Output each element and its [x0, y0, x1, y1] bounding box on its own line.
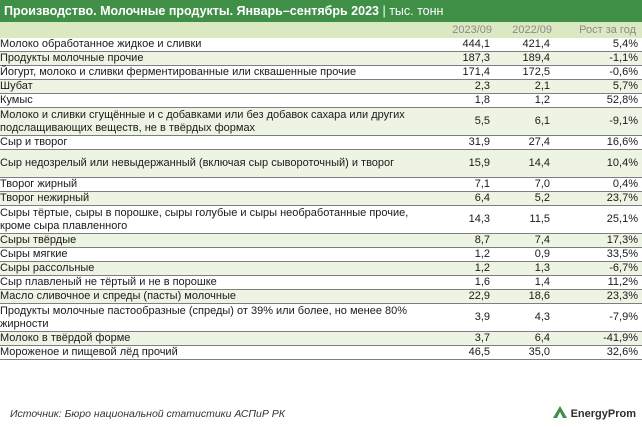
- table-row: [0, 178, 642, 192]
- value-2022: 4,3: [492, 304, 552, 332]
- value-2023: 1,6: [430, 276, 492, 290]
- value-2023: 6,4: [430, 192, 492, 206]
- column-header-2022: 2022/09: [512, 24, 552, 36]
- growth-value: 17,3%: [552, 234, 642, 248]
- source-note: Источник: Бюро национальной статистики АСПиР РК: [10, 408, 285, 420]
- growth-value: 0,4%: [552, 178, 642, 192]
- value-2023: 46,5: [430, 346, 492, 360]
- table-row: [0, 290, 642, 304]
- column-header-growth: Рост за год: [579, 24, 636, 36]
- table-header: [0, 22, 642, 38]
- table-body: [0, 38, 642, 360]
- value-2022: 189,4: [492, 52, 552, 66]
- table-row: [0, 94, 642, 108]
- table-row: [0, 192, 642, 206]
- growth-value: 32,6%: [552, 346, 642, 360]
- row-label: Сыр недозрелый или невыдержанный (включая сыр сывороточный) и творог: [0, 150, 430, 178]
- table-row: [0, 108, 642, 136]
- value-2023: 22,9: [430, 290, 492, 304]
- value-2022: 27,4: [492, 136, 552, 150]
- value-2023: 14,3: [430, 206, 492, 234]
- row-label: Сыр плавленый не тёртый и не в порошке: [0, 276, 430, 290]
- table-row: [0, 346, 642, 360]
- row-label: Творог жирный: [0, 178, 430, 192]
- value-2022: 11,5: [492, 206, 552, 234]
- growth-value: -9,1%: [552, 108, 642, 136]
- row-label: Молоко обработанное жидкое и сливки: [0, 38, 430, 52]
- page-title: Производство. Молочные продукты. Январь–сентябрь 2023: [4, 4, 379, 18]
- table-row: [0, 136, 642, 150]
- growth-value: 33,5%: [552, 248, 642, 262]
- value-2023: 171,4: [430, 66, 492, 80]
- row-label: Сыры мягкие: [0, 248, 430, 262]
- value-2022: 2,1: [492, 80, 552, 94]
- table-row: [0, 38, 642, 52]
- value-2022: 7,4: [492, 234, 552, 248]
- column-header-2023: 2023/09: [452, 24, 492, 36]
- value-2022: 1,2: [492, 94, 552, 108]
- value-2023: 3,9: [430, 304, 492, 332]
- row-label: Масло сливочное и спреды (пасты) молочные: [0, 290, 430, 304]
- value-2023: 1,2: [430, 262, 492, 276]
- table-row: [0, 276, 642, 290]
- growth-value: 5,7%: [552, 80, 642, 94]
- value-2022: 1,3: [492, 262, 552, 276]
- growth-value: 16,6%: [552, 136, 642, 150]
- table-row: [0, 304, 642, 332]
- table-row: [0, 248, 642, 262]
- growth-value: 10,4%: [552, 150, 642, 178]
- value-2023: 1,8: [430, 94, 492, 108]
- value-2022: 421,4: [492, 38, 552, 52]
- table-row: [0, 206, 642, 234]
- row-label: Сыры твёрдые: [0, 234, 430, 248]
- table-row: [0, 234, 642, 248]
- growth-value: -1,1%: [552, 52, 642, 66]
- value-2023: 1,2: [430, 248, 492, 262]
- row-label: Кумыс: [0, 94, 430, 108]
- row-label: Продукты молочные прочие: [0, 52, 430, 66]
- brand-name: EnergyProm: [570, 408, 636, 420]
- value-2023: 3,7: [430, 332, 492, 346]
- growth-value: -41,9%: [552, 332, 642, 346]
- growth-value: 25,1%: [552, 206, 642, 234]
- value-2023: 444,1: [430, 38, 492, 52]
- row-label: Молоко в твёрдой форме: [0, 332, 430, 346]
- value-2022: 6,4: [492, 332, 552, 346]
- growth-value: -6,7%: [552, 262, 642, 276]
- growth-value: 5,4%: [552, 38, 642, 52]
- value-2023: 8,7: [430, 234, 492, 248]
- table-row: [0, 332, 642, 346]
- table-row: [0, 150, 642, 178]
- row-label: Йогурт, молоко и сливки ферментированные или сквашенные прочие: [0, 66, 430, 80]
- table-row: [0, 52, 642, 66]
- value-2023: 15,9: [430, 150, 492, 178]
- value-2023: 187,3: [430, 52, 492, 66]
- value-2022: 18,6: [492, 290, 552, 304]
- value-2022: 35,0: [492, 346, 552, 360]
- growth-value: 23,7%: [552, 192, 642, 206]
- row-label: Сыры рассольные: [0, 262, 430, 276]
- data-table: [0, 38, 642, 360]
- row-label: Шубат: [0, 80, 430, 94]
- growth-value: -7,9%: [552, 304, 642, 332]
- growth-value: 23,3%: [552, 290, 642, 304]
- value-2022: 5,2: [492, 192, 552, 206]
- value-2022: 172,5: [492, 66, 552, 80]
- value-2023: 31,9: [430, 136, 492, 150]
- growth-value: 52,8%: [552, 94, 642, 108]
- energyprom-logo-icon: [552, 405, 568, 424]
- table-row: [0, 66, 642, 80]
- value-2022: 6,1: [492, 108, 552, 136]
- table-row: [0, 262, 642, 276]
- row-label: Сыры тёртые, сыры в порошке, сыры голубые и сыры необработанные прочие, кроме сыра плавленного: [0, 206, 430, 234]
- value-2022: 7,0: [492, 178, 552, 192]
- title-bar: [0, 0, 642, 22]
- value-2022: 0,9: [492, 248, 552, 262]
- growth-value: 11,2%: [552, 276, 642, 290]
- growth-value: -0,6%: [552, 66, 642, 80]
- row-label: Молоко и сливки сгущённые и с добавками или без добавок сахара или других подслащивающих веществ, не в твёрдых формах: [0, 108, 430, 136]
- row-label: Мороженое и пищевой лёд прочий: [0, 346, 430, 360]
- value-2023: 5,5: [430, 108, 492, 136]
- value-2022: 14,4: [492, 150, 552, 178]
- value-2023: 7,1: [430, 178, 492, 192]
- value-2022: 1,4: [492, 276, 552, 290]
- row-label: Продукты молочные пастообразные (спреды) от 39% или более, но менее 80% жирности: [0, 304, 430, 332]
- row-label: Творог нежирный: [0, 192, 430, 206]
- brand-logo: [552, 406, 636, 422]
- value-2023: 2,3: [430, 80, 492, 94]
- table-row: [0, 80, 642, 94]
- title-unit: | тыс. тонн: [379, 4, 444, 18]
- row-label: Сыр и творог: [0, 136, 430, 150]
